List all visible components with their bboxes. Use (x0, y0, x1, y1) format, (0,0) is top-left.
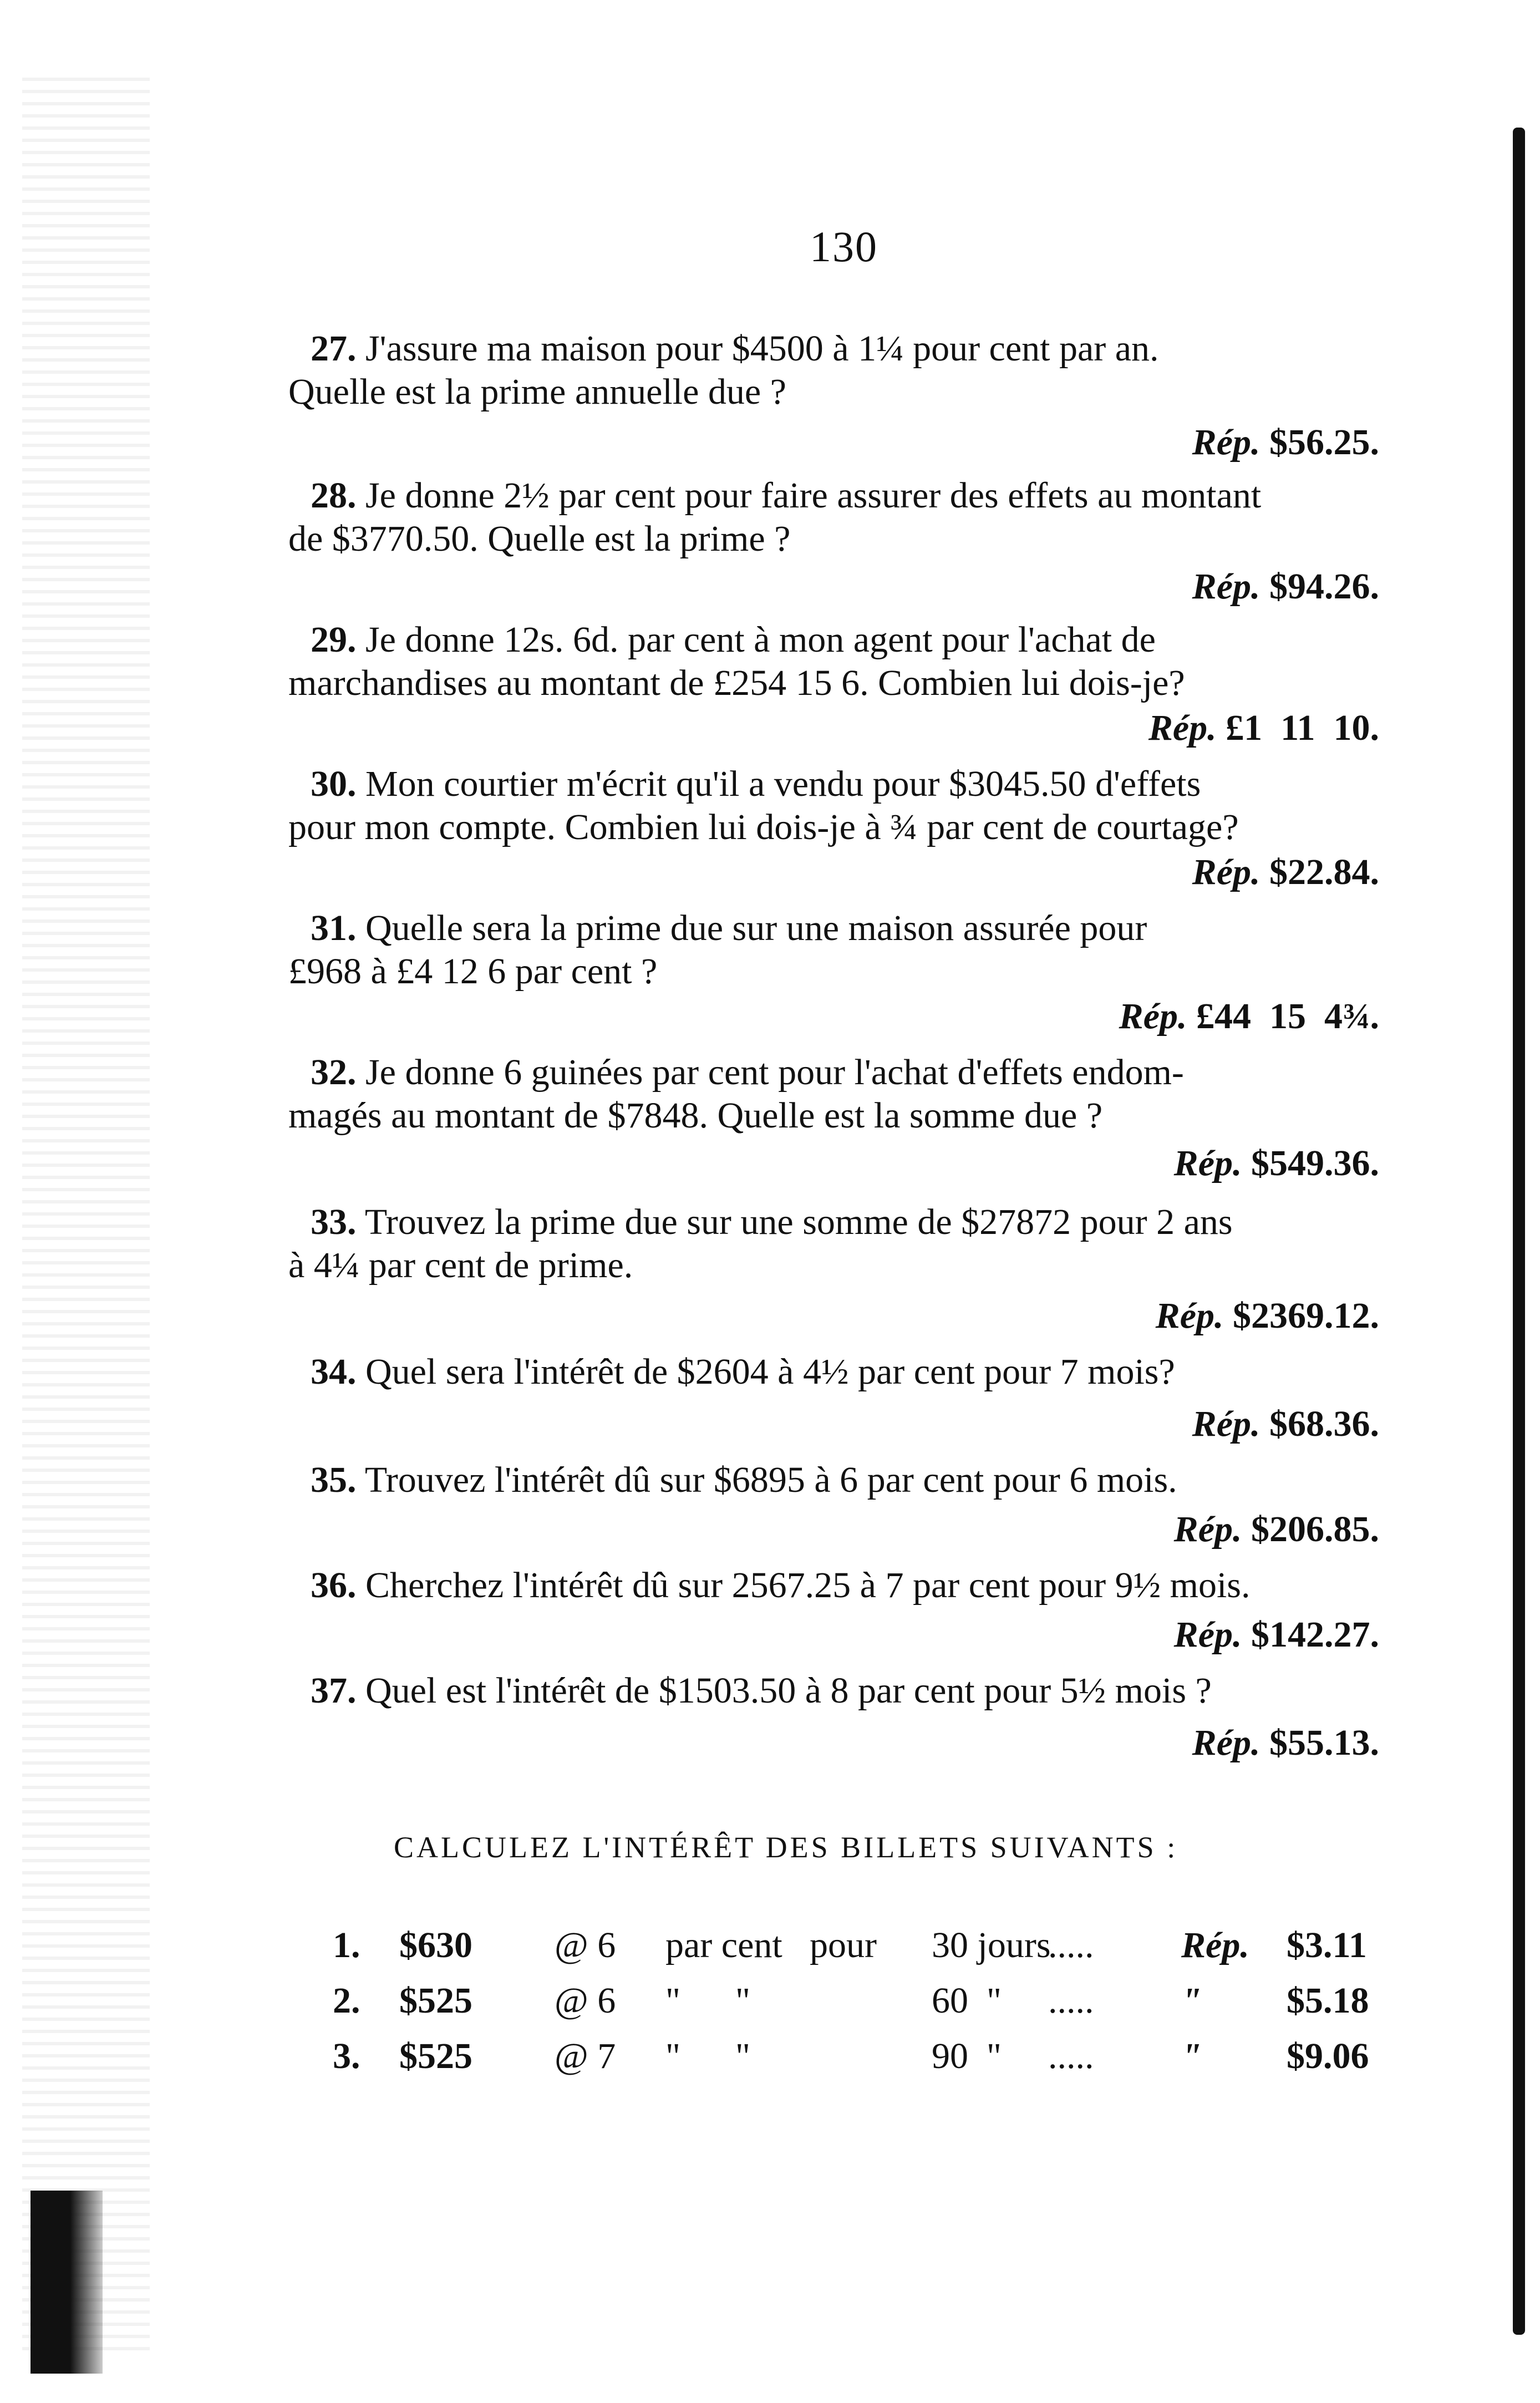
bill-row: 2. $525 @ 6 " " 60 " ..... " $5.18 (333, 1980, 1369, 2021)
problem-text: J'assure ma maison pour $4500 à 1¼ pour cent par an. (365, 328, 1159, 369)
page-number: 130 (810, 222, 878, 271)
problem-30: 30. Mon courtier m'écrit qu'il a vendu pour $3045.50 d'effets pour mon compte. Combien lui dois-je à ¾ par cent de courtage? (288, 764, 1239, 847)
answer-32: Rép. $549.36. (1173, 1143, 1379, 1183)
problem-text: Quelle est la prime annuelle due ? (288, 372, 786, 412)
problem-33: 33. Trouvez la prime due sur une somme de $27872 pour 2 ans à 4¼ par cent de prime. (288, 1202, 1233, 1286)
answer-36: Rép. $142.27. (1173, 1614, 1379, 1655)
section-title: CALCULEZ L'INTÉRÊT DES BILLETS SUIVANTS : (394, 1831, 1178, 1864)
answer-29: Rép. £1 11 10. (1148, 708, 1379, 748)
problem-37: 37. Quel est l'intérêt de $1503.50 à 8 par cent pour 5½ mois ? (311, 1670, 1212, 1711)
problem-34: 34. Quel sera l'intérêt de $2604 à 4½ par cent pour 7 mois? (311, 1352, 1175, 1392)
problem-28: 28. Je donne 2½ par cent pour faire assurer des effets au montant de $3770.50. Quelle est la prime ? (288, 475, 1262, 559)
problem-36: 36. Cherchez l'intérêt dû sur 2567.25 à 7 par cent pour 9½ mois. (311, 1565, 1251, 1606)
problem-32: 32. Je donne 6 guinées par cent pour l'achat d'effets endom- magés au montant de $7848. Quelle est la somme due ? (288, 1052, 1184, 1136)
answer-31: Rép. £44 15 4¾. (1119, 996, 1379, 1037)
problem-27 (288, 327, 1392, 414)
page-edge-line (1513, 128, 1525, 2335)
answer-28: Rép. $94.26. (1192, 566, 1379, 607)
problem-31: 31. Quelle sera la prime due sur une maison assurée pour £968 à £4 12 6 par cent ? (288, 908, 1147, 992)
answer-30: Rép. $22.84. (1192, 852, 1379, 892)
answer-37: Rép. $55.13. (1192, 1723, 1379, 1763)
problem-29: 29. Je donne 12s. 6d. par cent à mon agent pour l'achat de marchandises au montant de £254 15 6. Combien lui dois-je? (288, 619, 1185, 703)
scan-binding-mark (31, 2191, 103, 2374)
scan-gutter-shadow (22, 78, 150, 2351)
bill-row: 1. $630 @ 6 par cent pour 30 jours ..... Rép. $3.11 (333, 1925, 1367, 1965)
answer-35: Rép. $206.85. (1173, 1509, 1379, 1549)
bill-row: 3. $525 @ 7 " " 90 " ..... " $9.06 (333, 2036, 1369, 2076)
answer-33: Rép. $2369.12. (1155, 1296, 1379, 1336)
problem-number: 27. (311, 328, 357, 369)
answer-27: Rép. $56.25. (1192, 422, 1379, 463)
problem-35: 35. Trouvez l'intérêt dû sur $6895 à 6 par cent pour 6 mois. (311, 1460, 1177, 1500)
answer-34: Rép. $68.36. (1192, 1404, 1379, 1444)
